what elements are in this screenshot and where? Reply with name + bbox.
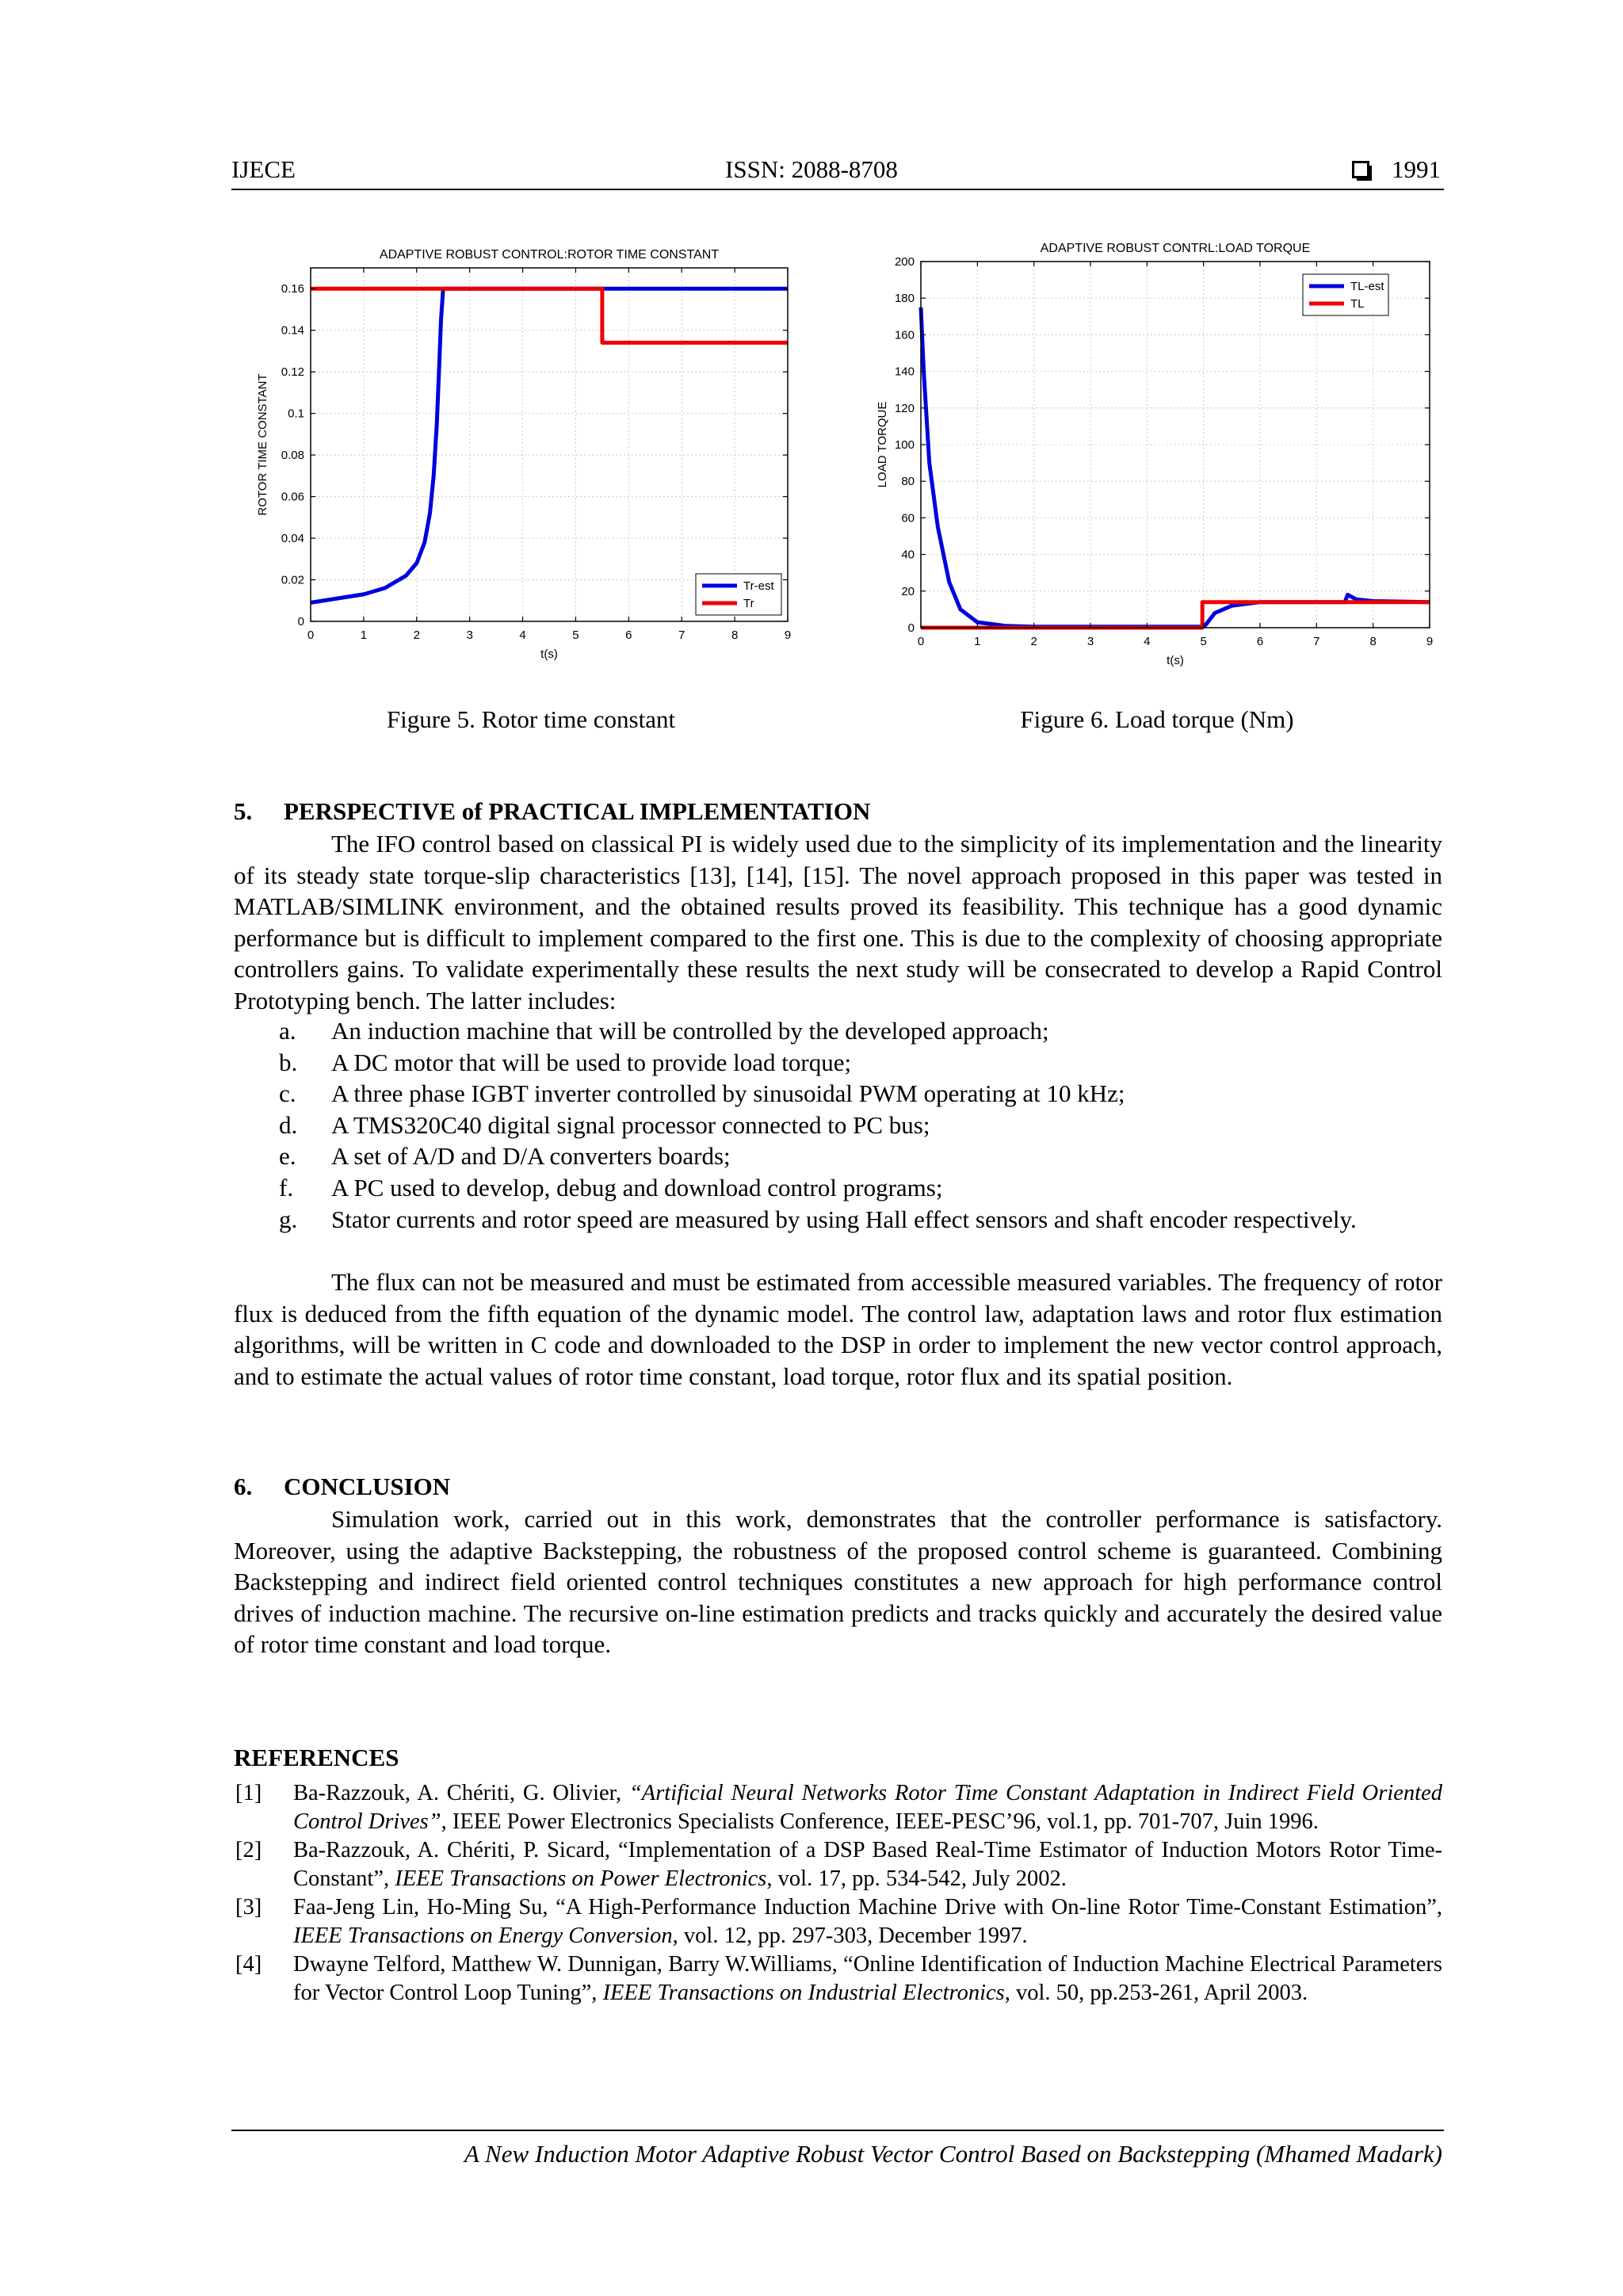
y-tick-label: 20 (901, 584, 915, 598)
figure-6-caption: Figure 6. Load torque (Nm) (1020, 705, 1294, 733)
list-item-text: Stator currents and rotor speed are measured by using Hall effect sensors and shaft encoder respectively. (331, 1205, 1357, 1233)
legend-label-tr: Tr (743, 597, 754, 610)
figure-6 (872, 222, 1442, 682)
x-tick-label: 7 (1313, 635, 1320, 648)
y-tick-label: 140 (894, 365, 915, 379)
section-5-paragraph-1 (234, 828, 1442, 1017)
reference-title-italic: “Artificial Neural Networks Rotor Time Constant Adaptation in Indirect Field Oriented Control Drives” (293, 1781, 1442, 1834)
x-tick-label: 3 (1086, 635, 1094, 648)
y-tick-label: 40 (901, 548, 915, 562)
list-item (279, 1078, 1442, 1110)
x-tick-label: 2 (413, 628, 420, 642)
x-axis-label: t(s) (540, 648, 558, 661)
list-item (279, 1172, 1442, 1204)
figure-5 (246, 222, 816, 682)
list-item-marker: c. (279, 1079, 296, 1108)
section-5-title: PERSPECTIVE of PRACTICAL IMPLEMENTATION (284, 797, 871, 825)
reference-item (234, 1779, 1442, 1836)
x-tick-label: 7 (678, 628, 685, 642)
list-item (279, 1110, 1442, 1141)
section-6-number: 6. (234, 1473, 253, 1500)
y-tick-label: 180 (894, 292, 915, 306)
y-tick-label: 100 (894, 438, 915, 452)
reference-text: Dwayne Telford, Matthew W. Dunnigan, Barry W.Williams, “Online Identification of Induction Machine Electrical Parameters for Vector Control Loop Tuning”, (293, 1952, 1442, 2005)
x-tick-label: 0 (917, 635, 925, 648)
x-tick-label: 4 (519, 628, 526, 642)
list-item-text: An induction machine that will be controlled by the developed approach; (331, 1017, 1049, 1045)
reference-number: [3] (235, 1895, 262, 1920)
y-tick-label: 80 (901, 475, 915, 489)
legend-label-tr-est: Tr-est (743, 579, 774, 593)
list-item (279, 1047, 1442, 1079)
y-axis-label: ROTOR TIME CONSTANT (256, 373, 269, 516)
section-5-para1-text: The IFO control based on classical PI is widely used due to the simplicity of its implementation and the linearity of its steady state torque-slip characteristics [13], [14], [15]. The novel approach proposed in this paper was tested in MATLAB/SIMLINK environment, and the obtained results proved its feasibility. This technique has a good dynamic performance but is difficult to implement compared to the first one. This is due to the complexity of choosing appropriate controllers gains. To validate experimentally these results the next study will be consecrated to develop a Rapid Control Prototyping bench. The latter includes: (234, 830, 1442, 1014)
reference-number: [2] (235, 1838, 262, 1862)
y-tick-label: 0.16 (281, 282, 304, 296)
list-item (279, 1204, 1442, 1236)
x-tick-label: 2 (1030, 635, 1037, 648)
reference-text-tail: , vol. 12, pp. 297-303, December 1997. (672, 1924, 1028, 1948)
list-item-marker: g. (279, 1205, 298, 1233)
footer-running-title: A New Induction Motor Adaptive Robust Vector Control Based on Backstepping (Mhamed Madark) (464, 2140, 1442, 2168)
reference-item (234, 1893, 1442, 1950)
list-item-text: A three phase IGBT inverter controlled by sinusoidal PWM operating at 10 kHz; (331, 1079, 1125, 1108)
reference-text-tail: , vol. 17, pp. 534-542, July 2002. (766, 1866, 1067, 1891)
section-6-paragraph (234, 1503, 1442, 1660)
references-list (234, 1779, 1442, 2008)
x-tick-label: 5 (572, 628, 579, 642)
y-tick-label: 0.1 (288, 407, 304, 421)
legend-label-tl-est: TL-est (1350, 280, 1384, 293)
plot-area (311, 268, 788, 621)
y-tick-label: 0.04 (281, 532, 304, 546)
y-tick-label: 0.06 (281, 490, 304, 504)
reference-title-italic: IEEE Transactions on Energy Conversion (293, 1924, 673, 1948)
journal-name: IJECE (231, 155, 296, 183)
section-6-para-text: Simulation work, carried out in this work, demonstrates that the controller performance is satisfactory. Moreover, using the adaptive Backstepping, the robustness of the proposed control scheme is guaranteed. Combining Backstepping and indirect field oriented control techniques constitutes a new approach for high performance control drives of induction machine. The recursive on-line estimation predicts and tracks quickly and accurately the desired value of rotor time constant and load torque. (234, 1505, 1442, 1659)
x-tick-label: 1 (360, 628, 368, 642)
x-tick-label: 1 (974, 635, 981, 648)
list-item-text: A DC motor that will be used to provide load torque; (331, 1048, 852, 1076)
y-tick-label: 0.14 (281, 323, 304, 338)
list-item-marker: b. (279, 1048, 298, 1076)
y-tick-label: 0.12 (281, 365, 304, 380)
y-tick-label: 120 (894, 401, 915, 415)
reference-text: Ba-Razzouk, A. Chériti, G. Olivier, (293, 1781, 629, 1805)
x-tick-label: 8 (1369, 635, 1377, 648)
reference-text-tail: , vol. 50, pp.253-261, April 2003. (1004, 1981, 1308, 2005)
header-rule (231, 189, 1444, 190)
page-number: 1991 (1392, 155, 1441, 183)
list-item (279, 1140, 1442, 1172)
list-item (279, 1015, 1442, 1047)
y-tick-label: 0.02 (281, 573, 304, 587)
x-tick-label: 8 (731, 628, 739, 642)
checkbox-square-icon (1352, 161, 1369, 178)
y-tick-label: 0 (297, 615, 304, 628)
x-tick-label: 6 (625, 628, 632, 642)
chart-title: ADAPTIVE ROBUST CONTRL:LOAD TORQUE (1040, 242, 1311, 255)
list-item-marker: a. (279, 1017, 296, 1045)
list-item-text: A PC used to develop, debug and download control programs; (331, 1173, 943, 1201)
reference-text-tail: , IEEE Power Electronics Specialists Conference, IEEE-PESC’96, vol.1, pp. 701-707, Juin 1996. (441, 1809, 1319, 1834)
issn: ISSN: 2088-8708 (725, 155, 898, 183)
list-item-text: A set of A/D and D/A converters boards; (331, 1142, 731, 1171)
y-tick-label: 0.08 (281, 449, 304, 463)
section-5-number: 5. (234, 797, 253, 825)
y-tick-label: 0 (907, 621, 915, 635)
page-number-group (1352, 155, 1441, 184)
x-tick-label: 9 (784, 628, 792, 642)
reference-text: Faa-Jeng Lin, Ho-Ming Su, “A High-Performance Induction Machine Drive with On-line Rotor Time-Constant Estimation”, (293, 1895, 1442, 1920)
y-tick-label: 160 (894, 328, 915, 342)
y-tick-label: 60 (901, 511, 915, 525)
legend-label-tl: TL (1350, 297, 1365, 311)
section-5-list (279, 1015, 1442, 1235)
x-tick-label: 5 (1200, 635, 1207, 648)
reference-item (234, 1950, 1442, 2008)
figure-5-chart (246, 222, 816, 682)
footer-rule (231, 2130, 1444, 2131)
x-tick-label: 3 (466, 628, 473, 642)
reference-number: [1] (235, 1781, 262, 1805)
x-axis-label: t(s) (1167, 654, 1184, 667)
reference-title-italic: IEEE Transactions on Power Electronics (395, 1866, 767, 1891)
x-tick-label: 9 (1426, 635, 1434, 648)
x-tick-label: 0 (307, 628, 315, 642)
figure-6-chart (872, 222, 1442, 682)
list-item-text: A TMS320C40 digital signal processor connected to PC bus; (331, 1110, 930, 1139)
y-axis-label: LOAD TORQUE (876, 401, 889, 488)
list-item-marker: e. (279, 1142, 296, 1171)
x-tick-label: 4 (1144, 635, 1151, 648)
y-tick-label: 200 (894, 255, 915, 269)
figure-5-caption: Figure 5. Rotor time constant (386, 705, 676, 733)
x-tick-label: 6 (1256, 635, 1264, 648)
reference-item (234, 1836, 1442, 1893)
chart-title: ADAPTIVE ROBUST CONTROL:ROTOR TIME CONSTANT (379, 248, 720, 262)
section-6-heading (234, 1472, 450, 1502)
reference-text: Ba-Razzouk, A. Chériti, P. Sicard, “Implementation of a DSP Based Real-Time Estimator of Induction Motors Rotor Time-Constant”, (293, 1838, 1442, 1891)
reference-title-italic: IEEE Transactions on Industrial Electronics (602, 1981, 1005, 2005)
section-5-paragraph-2 (234, 1266, 1442, 1392)
list-item-marker: d. (279, 1110, 298, 1139)
reference-number: [4] (235, 1952, 262, 1977)
section-5-heading (234, 797, 870, 827)
section-6-title: CONCLUSION (284, 1473, 451, 1500)
list-item-marker: f. (279, 1173, 294, 1201)
references-heading: REFERENCES (234, 1744, 399, 1771)
section-5-para2-text: The flux can not be measured and must be estimated from accessible measured variables. The frequency of rotor flux is deduced from the fifth equation of the dynamic model. The control law, adaptation laws and rotor flux estimation algorithms, will be written in C code and downloaded to the DSP in order to implement the new vector control approach, and to estimate the actual values of rotor time constant, load torque, rotor flux and its spatial position. (234, 1268, 1442, 1390)
